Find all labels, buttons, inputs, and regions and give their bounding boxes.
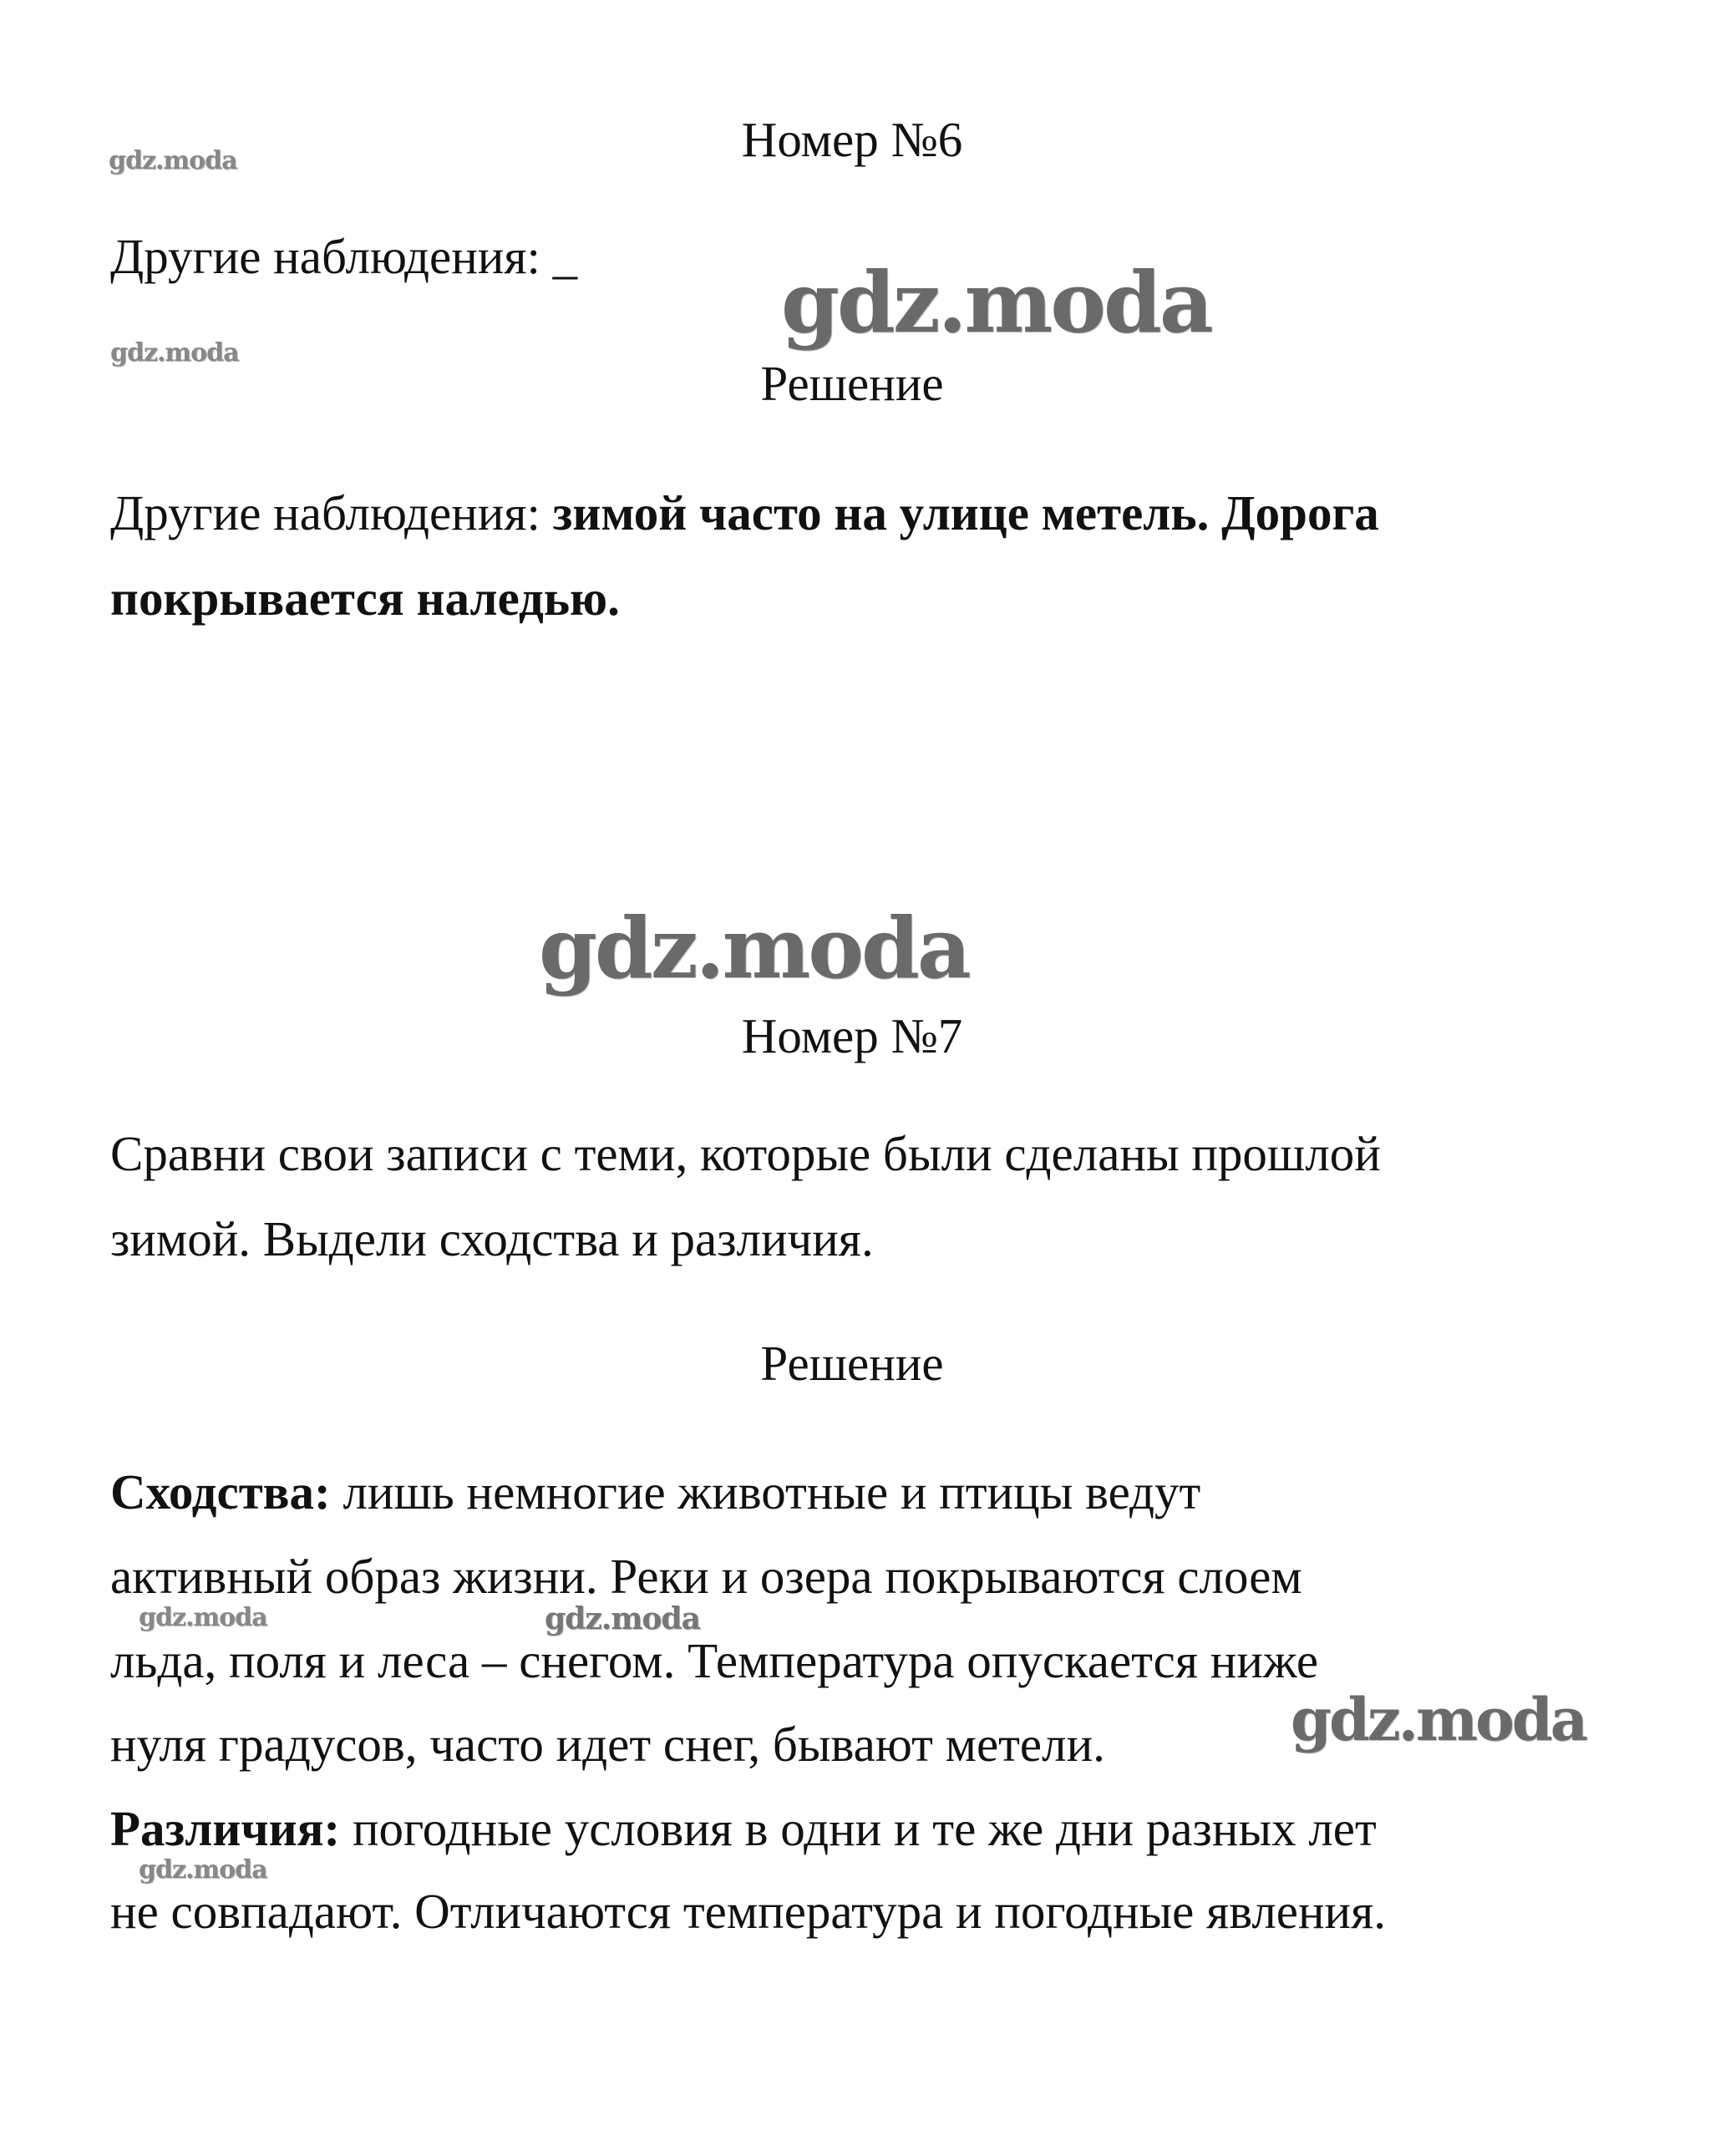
task7-question-line1: Сравни свои записи с теми, которые были сделаны прошлой [110, 1126, 1381, 1181]
similarities-line2: активный образ жизни. Реки и озера покрываются слоем [110, 1549, 1302, 1604]
task7-question-line2: зимой. Выдели сходства и различия. [110, 1211, 874, 1266]
task7-title: Номер №7 [741, 1008, 963, 1063]
watermark: gdz.moda [539, 899, 969, 997]
answer-bold: зимой часто на улице метель. Дорога [552, 485, 1379, 540]
answer-prefix: Другие наблюдения: [110, 485, 553, 540]
task6-solution-label: Решение [760, 356, 944, 411]
similarities-label: Сходства: [110, 1464, 331, 1519]
task6-question: Другие наблюдения: _ [110, 229, 578, 284]
watermark: gdz.moda [109, 146, 237, 175]
task6-answer-line2 [110, 571, 620, 626]
watermark: gdz.moda [545, 1601, 700, 1636]
differences-line1 [110, 1801, 1377, 1856]
watermark: gdz.moda [139, 1603, 267, 1632]
similarities-line3: льда, поля и леса – снегом. Температура опускается ниже [110, 1633, 1319, 1688]
similarities-line4: нуля градусов, часто идет снег, бывают метели. [110, 1717, 1105, 1772]
watermark: gdz.moda [1291, 1685, 1586, 1754]
differences-line2: не совпадают. Отличаются температура и погодные явления. [110, 1884, 1386, 1939]
differences-label: Различия: [110, 1801, 341, 1856]
differences-text: погодные условия в одни и те же дни разных лет [340, 1801, 1377, 1856]
task6-answer-line1 [110, 485, 1379, 540]
similarities-text: лишь немногие животные и птицы ведут [330, 1464, 1201, 1519]
watermark: gdz.moda [781, 253, 1211, 352]
task6-title: Номер №6 [741, 112, 963, 167]
answer-bold: покрывается наледью. [110, 571, 620, 626]
task7-solution-label: Решение [760, 1336, 944, 1391]
similarities-line1 [110, 1464, 1201, 1519]
watermark: gdz.moda [110, 338, 239, 368]
watermark: gdz.moda [139, 1855, 267, 1885]
